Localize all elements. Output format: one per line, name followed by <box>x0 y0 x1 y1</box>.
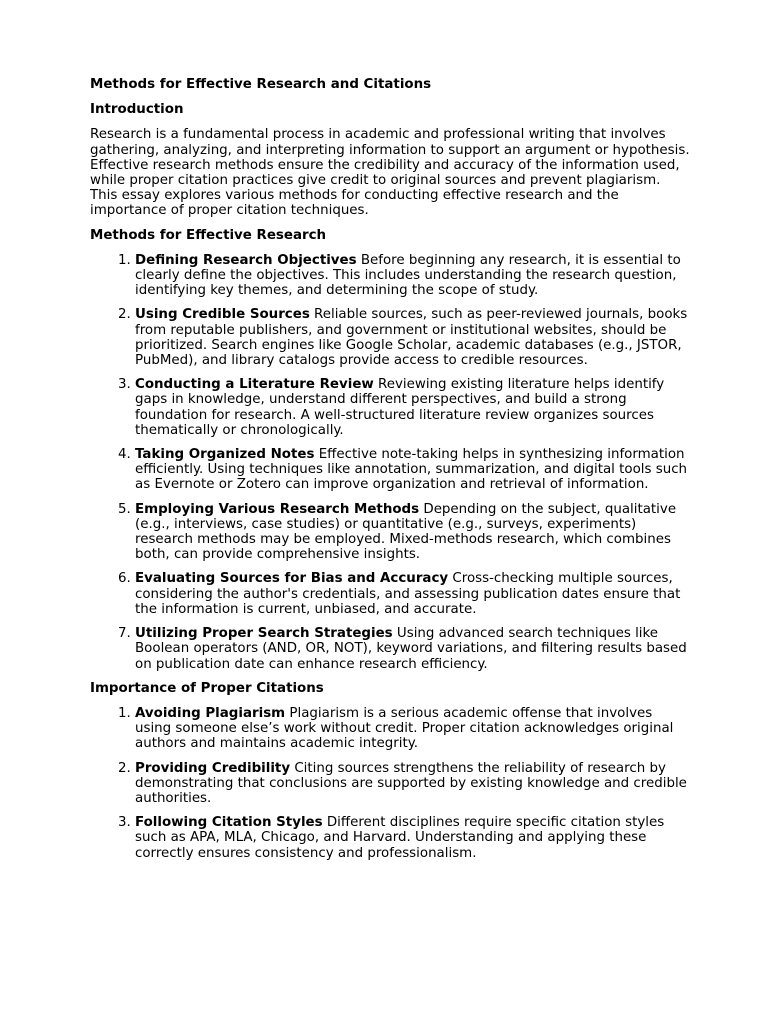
list-item-text: Cross-checking multiple sources, considering the author's credentials, and assessing publication dates ensure that the information is current, unbiased, and accurate. <box>135 571 681 617</box>
list-item-term: Providing Credibility <box>135 760 291 776</box>
list-item <box>135 626 690 672</box>
list-item-text: Plagiarism is a serious academic offense that involves using someone else’s work without credit. Proper citation acknowledges original authors and maintains academic integrity. <box>135 705 674 752</box>
list-item-text: Effective note-taking helps in synthesizing information efficiently. Using techniques like annotation, summarization, and digital tools such as Evernote or Zotero can improve organization and retrieval of information. <box>135 447 688 493</box>
citations-heading: Importance of Proper Citations <box>90 680 324 696</box>
methods-heading: Methods for Effective Research <box>90 227 327 243</box>
list-item-text: Reliable sources, such as peer-reviewed journals, books from reputable publishers, and government or institutional websites, should be prioritized. Search engines like Google Scholar, academic databases (e.g., JSTOR, PubMed), and library catalogs provide access to credible resources. <box>135 307 688 369</box>
list-item-text: Using advanced search techniques like Boolean operators (AND, OR, NOT), keyword variations, and filtering results based on publication date can enhance research efficiency. <box>135 626 687 672</box>
document-page <box>90 77 690 870</box>
list-item <box>135 502 690 563</box>
list-item-term: Using Credible Sources <box>135 307 310 323</box>
list-item-term: Defining Research Objectives <box>135 252 357 268</box>
list-item-text: Different disciplines require specific citation styles such as APA, MLA, Chicago, and Harvard. Understanding and applying these correctly ensures consistency and professionalism. <box>135 815 665 861</box>
methods-list <box>90 253 690 672</box>
list-item-term: Utilizing Proper Search Strategies <box>135 626 393 642</box>
list-item-text: Depending on the subject, qualitative (e.g., interviews, case studies) or quantitative (e.g., surveys, experiments) research methods may be employed. Mixed-methods research, which combines both, can provide comprehensive insights. <box>135 501 677 563</box>
document-title: Methods for Effective Research and Citations <box>90 77 432 92</box>
list-item <box>135 253 690 299</box>
introduction-heading: Introduction <box>90 102 184 118</box>
list-item <box>135 815 690 861</box>
list-item <box>135 377 690 438</box>
list-item-term: Following Citation Styles <box>135 815 323 831</box>
list-item <box>135 706 690 752</box>
list-item-term: Avoiding Plagiarism <box>135 705 286 721</box>
list-item <box>135 761 690 807</box>
list-item-text: Reviewing existing literature helps identify gaps in knowledge, understand different perspectives, and build a strong foundation for research. A well-structured literature review organizes sources thematically or chronologically. <box>135 377 665 438</box>
introduction-paragraph: Research is a fundamental process in academic and professional writing that involves gathering, analyzing, and interpreting information to support an argument or hypothesis. Effective research methods ensure the credibility and accuracy of the information used, while proper citation practices give credit to original sources and prevent plagiarism. This essay explores various methods for conducting effective research and the importance of proper citation techniques. <box>90 127 690 219</box>
list-item-term: Employing Various Research Methods <box>135 501 420 517</box>
citations-list <box>90 706 690 861</box>
list-item-term: Conducting a Literature Review <box>135 377 374 393</box>
list-item-text: Before beginning any research, it is essential to clearly define the objectives. This includes understanding the research question, identifying key themes, and determining the scope of study. <box>135 252 681 299</box>
list-item <box>135 307 690 368</box>
list-item <box>135 571 690 617</box>
list-item-text: Citing sources strengthens the reliability of research by demonstrating that conclusions are supported by existing knowledge and credible authorities. <box>135 760 687 806</box>
list-item-term: Taking Organized Notes <box>135 447 315 463</box>
list-item-term: Evaluating Sources for Bias and Accuracy <box>135 571 449 587</box>
list-item <box>135 447 690 493</box>
